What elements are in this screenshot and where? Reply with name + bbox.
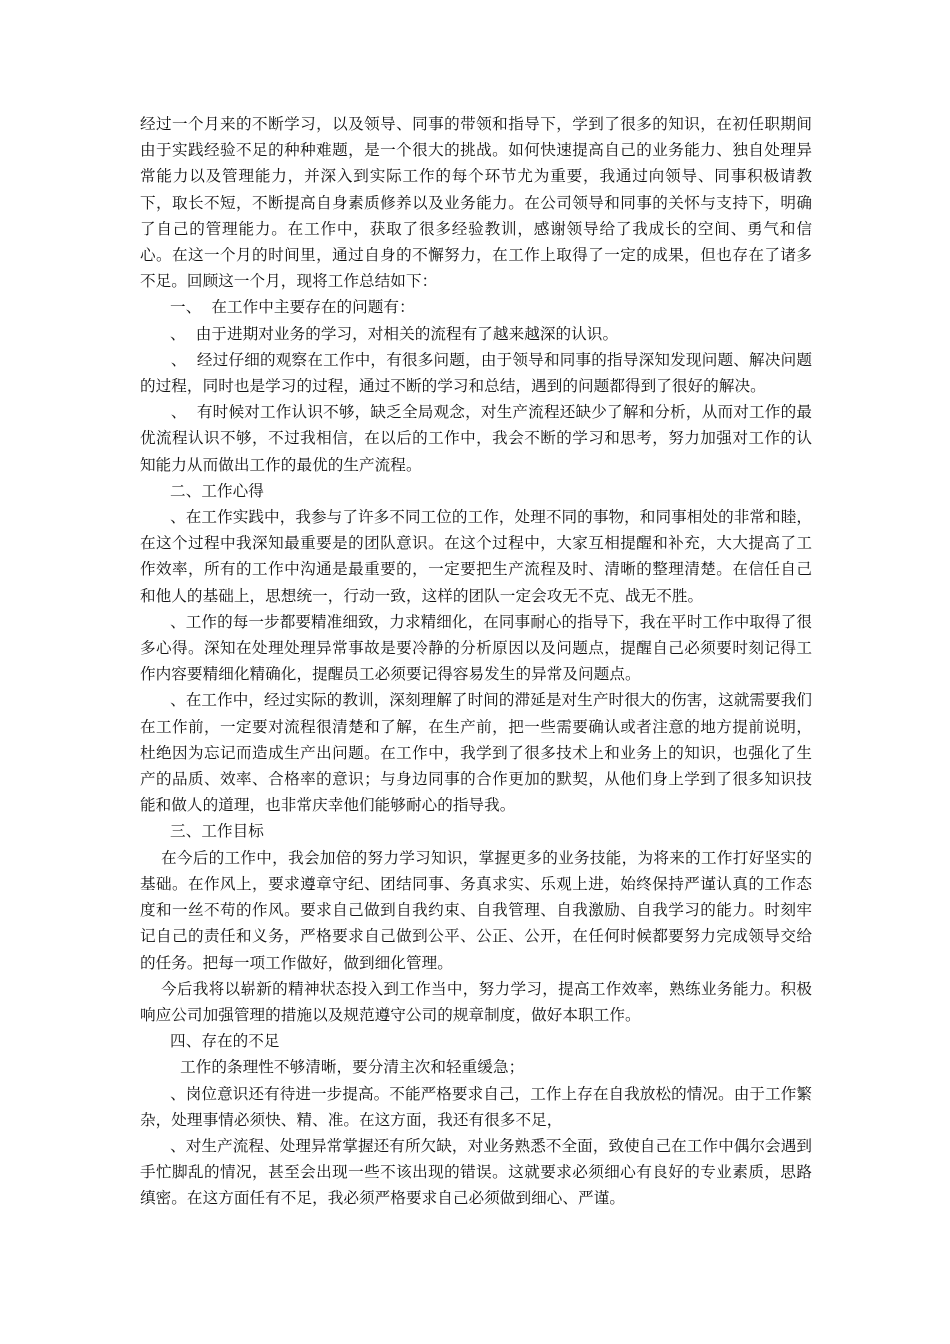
experience-item-1: 、在工作实践中，我参与了许多不同工位的工作，处理不同的事物，和同事相处的非常和睦，在这个过程中我深知最重要是的团队意识。在这个过程中，大家互相提醒和补充，大大提高了工作效率，所有的工作中沟通是最重要的，一定要把生产流程及时、清晰的整理清楚。在信任自己和他人的基础上，思想统一，行动一致，这样的团队一定会攻无不克、战无不胜。 <box>140 508 812 605</box>
section-heading-experience: 二、工作心得 <box>140 481 264 500</box>
goals-paragraph-1: 在今后的工作中，我会加倍的努力学习知识，掌握更多的业务技能，为将来的工作打好坚实的基础。在作风上，要求遵章守纪、团结同事、务真求实、乐观上进，始终保持严谨认真的工作态度和一丝不苟的作风。要求自己做到自我约束、自我管理、自我激励、自我学习的能力。时刻牢记自己的责任和义务，严格要求自己做到公平、公正、公开，在任何时候都要努力完成领导交给的任务。把每一项工作做好，做到细化管理。 <box>140 848 812 972</box>
problem-item-2: 、 经过仔细的观察在工作中，有很多问题，由于领导和同事的指导深知发现问题、解决问题的过程，同时也是学习的过程，通过不断的学习和总结，遇到的问题都得到了很好的解决。 <box>140 350 813 396</box>
document-body <box>140 111 812 1212</box>
section-heading-goals: 三、工作目标 <box>140 822 264 841</box>
section-heading-shortcomings: 四、存在的不足 <box>140 1032 280 1051</box>
intro-paragraph: 经过一个月来的不断学习，以及领导、同事的带领和指导下，学到了很多的知识，在初任职期间由于实践经验不足的种种难题，是一个很大的挑战。如何快速提高自己的业务能力、独自处理异常能力以及管理能力，并深入到实际工作的每个环节尤为重要，我通过向领导、同事积极请教下，取长不短，不断提高自身素质修养以及业务能力。在公司领导和同事的关怀与支持下，明确了自己的管理能力。在工作中，获取了很多经验教训，感谢领导给了我成长的空间、勇气和信心。在这一个月的时间里，通过自身的不懈努力，在工作上取得了一定的成果，但也存在了诸多不足。回顾这一个月，现将工作总结如下： <box>140 115 812 291</box>
section-heading-problems: 一、 在工作中主要存在的问题有： <box>140 298 415 317</box>
shortcoming-item-3: 、对生产流程、处理异常掌握还有所欠缺，对业务熟悉不全面，致使自己在工作中偶尔会遇到手忙脚乱的情况，甚至会出现一些不该出现的错误。这就要求必须细心有良好的专业素质，思路缜密。在这方面任有不足，我必须严格要求自己必须做到细心、严谨。 <box>140 1136 812 1208</box>
goals-paragraph-2: 今后我将以崭新的精神状态投入到工作当中，努力学习，提高工作效率，熟练业务能力。积极响应公司加强管理的措施以及规范遵守公司的规章制度，做好本职工作。 <box>140 979 812 1024</box>
problem-item-1: 、 由于进期对业务的学习，对相关的流程有了越来越深的认识。 <box>140 324 619 343</box>
experience-item-3: 、在工作中，经过实际的教训，深刻理解了时间的滞延是对生产时很大的伤害，这就需要我们在工作前，一定要对流程很清楚和了解，在生产前，把一些需要确认或者注意的地方提前说明，杜绝因为忘记而造成生产出问题。在工作中，我学到了很多技术上和业务上的知识，也强化了生产的品质、效率、合格率的意识；与身边同事的合作更加的默契，从他们身上学到了很多知识技能和做人的道理，也非常庆幸他们能够耐心的指导我。 <box>140 691 812 815</box>
experience-item-2: 、工作的每一步都要精准细致，力求精细化，在同事耐心的指导下，我在平时工作中取得了很多心得。深知在处理处理异常事故是要冷静的分析原因以及问题点，提醒自己必须要时刻记得工作内容要精细化精确化，提醒员工必须要记得容易发生的异常及问题点。 <box>140 612 812 684</box>
shortcoming-item-2: 、岗位意识还有待进一步提高。不能严格要求自己，工作上存在自我放松的情况。由于工作繁杂，处理事情必须快、精、准。在这方面，我还有很多不足， <box>140 1084 812 1129</box>
shortcoming-item-1: 工作的条理性不够清晰，要分清主次和轻重缓急； <box>140 1058 525 1077</box>
problem-item-3: 、 有时候对工作认识不够，缺乏全局观念，对生产流程还缺少了解和分析，从而对工作的最优流程认识不够，不过我相信，在以后的工作中，我会不断的学习和思考，努力加强对工作的认知能力从而做出工作的最优的生产流程。 <box>140 403 813 474</box>
